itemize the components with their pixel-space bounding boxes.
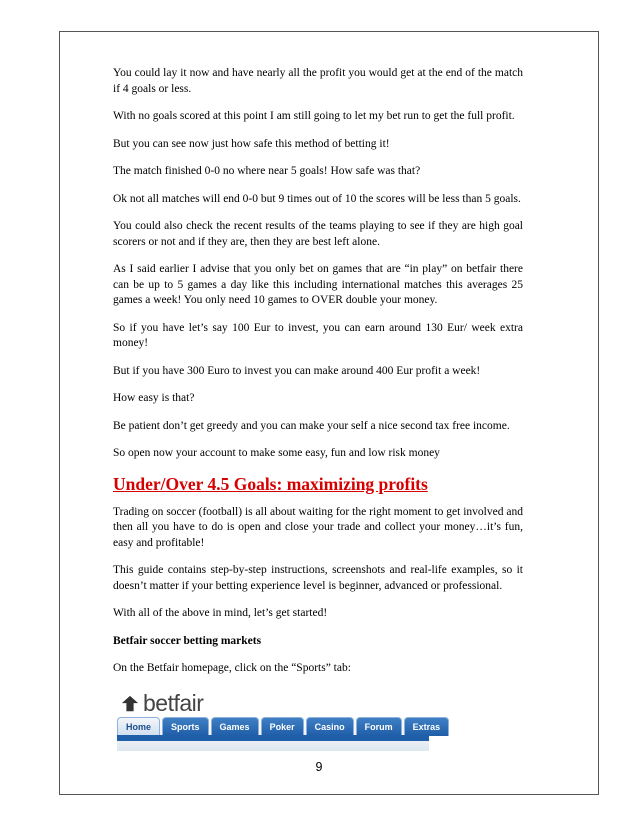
tab-sports[interactable]: Sports: [162, 717, 209, 736]
paragraph: How easy is that?: [113, 392, 195, 404]
paragraph: But if you have 300 Euro to invest you can make around 400 Eur profit a week!: [113, 364, 481, 377]
tab-extras[interactable]: Extras: [404, 717, 450, 736]
tab-forum[interactable]: Forum: [356, 717, 402, 736]
document-body: [113, 66, 523, 757]
betfair-screenshot: [113, 689, 441, 757]
paragraph: You could also check the recent results of the teams playing to see if they are high goal scorers or not and if they are, then they are best left alone.: [113, 220, 523, 248]
paragraph: The match finished 0-0 no where near 5 goals! How safe was that?: [113, 165, 421, 177]
section-heading: Under/Over 4.5 Goals: maximizing profits: [113, 473, 428, 494]
paragraph: So open now your account to make some easy, fun and low risk money: [113, 447, 440, 459]
paragraph: With all of the above in mind, let’s get started!: [113, 607, 328, 619]
betfair-arrow-icon: [121, 695, 139, 713]
paragraph: Trading on soccer (football) is all about waiting for the right moment to get involved and then all you have to do is open and close your trade and collect your money…it’s fun, easy and profitable!: [113, 505, 523, 549]
subheading: Betfair soccer betting markets: [113, 634, 262, 647]
betfair-logo-text: betfair: [143, 690, 204, 716]
tab-casino[interactable]: Casino: [306, 717, 354, 736]
paragraph: So if you have let’s say 100 Eur to invest, you can earn around 130 Eur/ week extra money!: [113, 321, 523, 349]
paragraph: With no goals scored at this point I am still going to let my bet run to get the full profit.: [113, 110, 515, 122]
betfair-tab-bar: [117, 717, 441, 751]
paragraph: As I said earlier I advise that you only bet on games that are “in play” on betfair there can be up to 5 games a day like this including international matches this averages 25 games a week! You only need 10 games to OVER double your money.: [113, 263, 523, 306]
tab-home[interactable]: Home: [117, 717, 160, 736]
paragraph: Ok not all matches will end 0-0 but 9 times out of 10 the scores will be less than 5 goals.: [113, 192, 521, 205]
tab-games[interactable]: Games: [211, 717, 259, 736]
page-number: 9: [315, 760, 323, 774]
paragraph: This guide contains step-by-step instructions, screenshots and real-life examples, so it doesn’t matter if your betting experience level is beginner, advanced or professional.: [113, 564, 523, 592]
paragraph: But you can see now just how safe this method of betting it!: [113, 137, 390, 150]
tab-strip: [117, 735, 429, 741]
instruction-paragraph: On the Betfair homepage, click on the “Sports” tab:: [113, 662, 351, 674]
betfair-logo: [121, 691, 203, 717]
paragraph: You could lay it now and have nearly all the profit you would get at the end of the match if 4 goals or less.: [113, 67, 523, 95]
tab-poker[interactable]: Poker: [261, 717, 304, 736]
paragraph: Be patient don’t get greedy and you can make your self a nice second tax free income.: [113, 419, 510, 432]
